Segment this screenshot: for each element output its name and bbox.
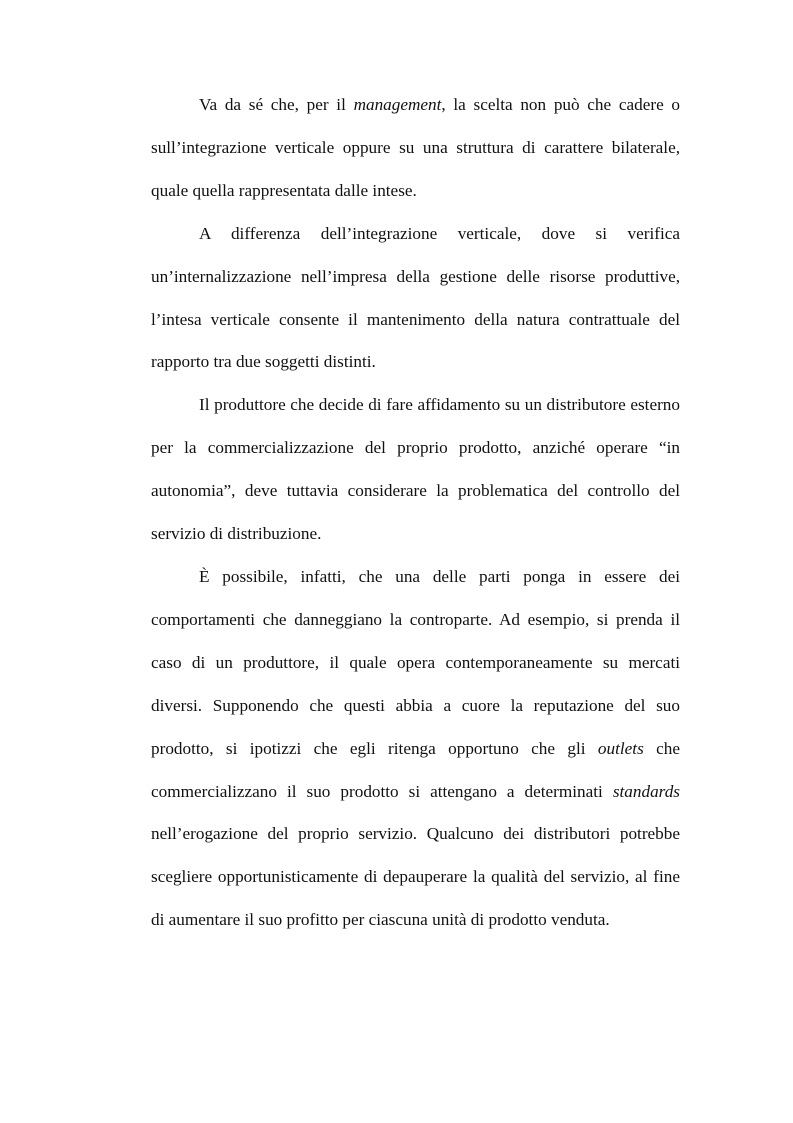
text-run: Il produttore che decide di fare affidamento su un distributore esterno per la commercializzazione del proprio prodotto, anziché operare “in autonomia”, deve tuttavia considerare la problematica del controllo del servizio di distribuzione.	[151, 395, 680, 544]
paragraph-4	[151, 556, 680, 942]
text-run: nell’erogazione del proprio servizio. Qualcuno dei distributori potrebbe scegliere opportunisticamente di depauperare la qualità del servizio, al fine di aumentare il suo profitto per ciascuna unità di prodotto venduta.	[151, 824, 680, 930]
text-run: A differenza dell’integrazione verticale, dove si verifica un’internalizzazione nell’impresa della gestione delle risorse produttive, l’intesa verticale consente il mantenimento della natura contrattuale del rapporto tra due soggetti distinti.	[151, 223, 680, 372]
italic-term: standards	[612, 781, 680, 801]
text-run: , la scelta non può che cadere o sull’integrazione verticale oppure su una struttura di carattere bilaterale, quale quella rappresentata dalle intese.	[151, 95, 680, 200]
italic-term: management	[353, 95, 442, 114]
text-run: che commercializzano il suo prodotto si attengano a determinati	[151, 738, 680, 801]
paragraph-2	[151, 213, 680, 385]
italic-term: outlets	[597, 738, 644, 758]
document-page	[151, 84, 680, 942]
text-run: Va da sé che, per il	[199, 95, 354, 114]
text-run: È possibile, infatti, che una delle parti ponga in essere dei comportamenti che danneggiano la controparte. Ad esempio, si prenda il caso di un produttore, il quale opera contemporaneamente su mercati diversi. Supponendo che questi abbia a cuore la reputazione del suo prodotto, si ipotizzi che egli ritenga opportuno che gli	[151, 566, 680, 758]
paragraph-3	[151, 384, 680, 556]
paragraph-1	[151, 84, 680, 213]
